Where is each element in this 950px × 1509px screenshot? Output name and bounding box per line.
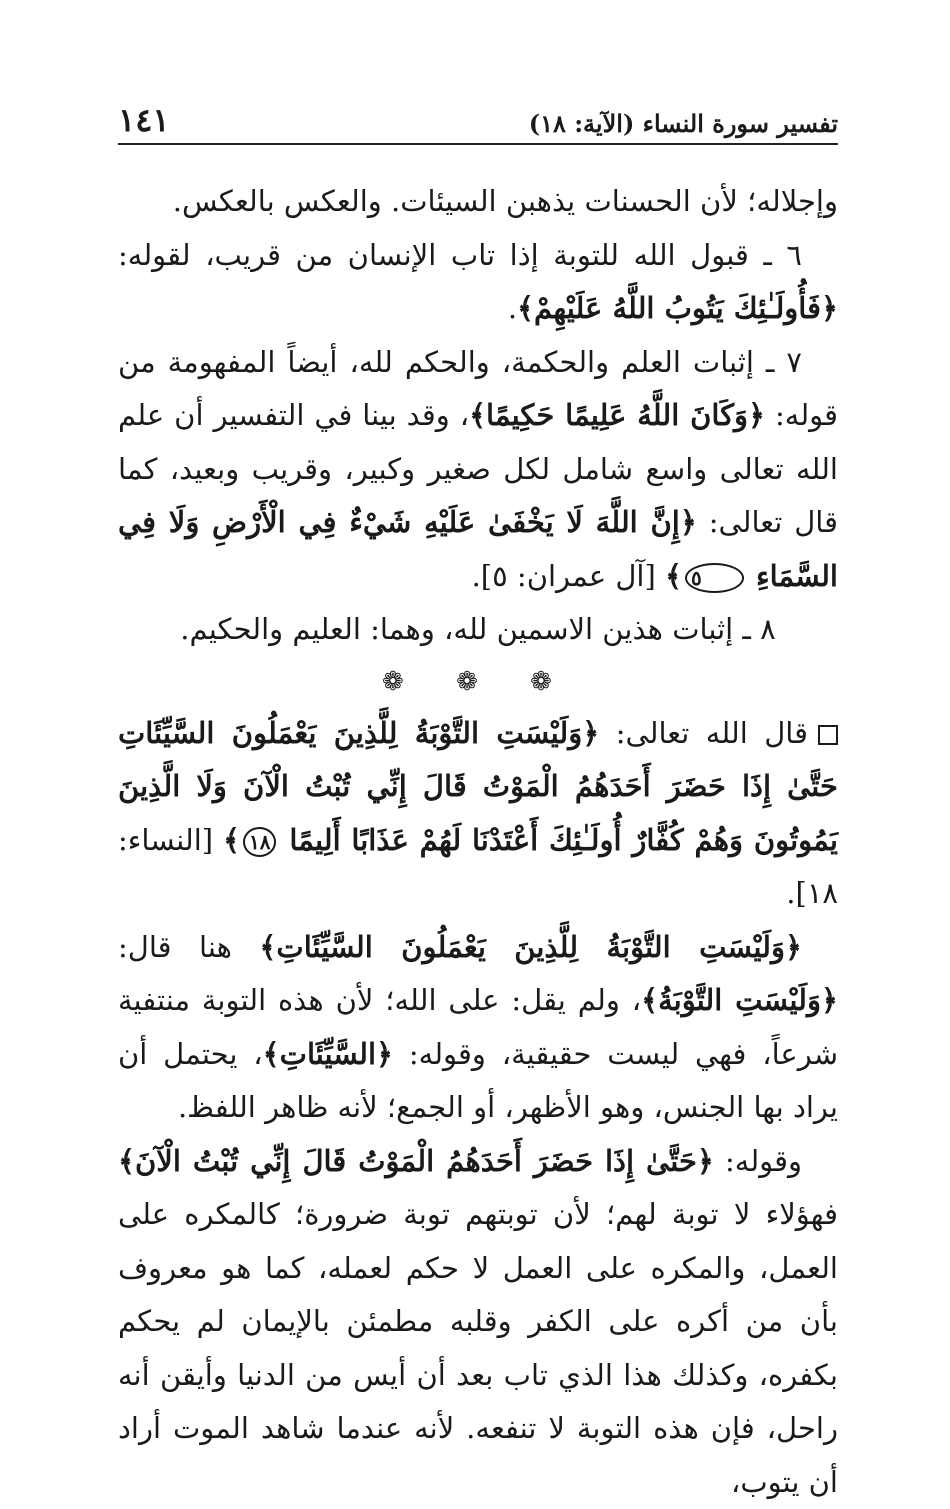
paragraph-3 <box>118 336 838 604</box>
body-text <box>118 175 838 1509</box>
running-header <box>118 95 838 145</box>
quran-quote-5: ﴿وَلَيْسَتِ التَّوْبَةُ﴾ <box>641 983 838 1017</box>
paragraph-6-text-c: ، يحتمل أن يراد بها الجنس، وهو الأظهر، أو الجمع؛ لأنه ظاهر اللفظ. <box>118 1037 838 1125</box>
paragraph-1 <box>118 175 838 229</box>
header-title: تفسير سورة النساء (الآية: ١٨) <box>529 109 838 138</box>
paragraph-7 <box>118 1135 838 1509</box>
paragraph-6-text-a: هنا قال: <box>118 930 232 964</box>
quran-reference: [النساء: ١٨]. <box>118 823 838 911</box>
quran-reference: [آل عمران: ٥]. <box>472 559 656 593</box>
quran-close-bracket: ﴾ <box>223 823 240 857</box>
square-bullet-icon <box>818 725 838 745</box>
ayah-number-marker: ٥ <box>685 563 744 593</box>
paragraph-7-text-a: وقوله: <box>725 1144 802 1178</box>
paragraph-1-text: وإجلاله؛ لأن الحسنات يذهبن السيئات. والعكس بالعكس. <box>173 184 838 218</box>
quran-quote-6: ﴿السَّيِّئَاتِ﴾ <box>263 1037 393 1071</box>
quran-verse-main: ﴿وَلَيْسَتِ التَّوْبَةُ لِلَّذِينَ يَعْمَلُونَ السَّيِّئَاتِ حَتَّىٰ إِذَا حَضَرَ أَحَدَهُمُ الْمَوْتُ قَالَ إِنِّي تُبْتُ الْآنَ وَلَا الَّذِينَ يَمُوتُونَ وَهُمْ كُفَّارٌ أُولَـٰئِكَ أَعْتَدْنَا لَهُمْ عَذَابًا أَلِيمًا <box>118 716 838 857</box>
paragraph-7-text-b: فهؤلاء لا توبة لهم؛ لأن توبتهم توبة ضرورة؛ كالمكره على العمل، والمكره على العمل لا حكم لعمله، كما هو معروف بأن من أكره على الكفر وقلبه مطمئن بالإيمان لم يحكم بكفره، وكذلك هذا الذي تاب بعد أن أيس من الدنيا وأيقن أنه راحل، فإن هذه التوبة لا تنفعه. لأنه عندما شاهد الموت أراد أن يتوب، <box>118 1197 838 1499</box>
quran-quote-7: ﴿حَتَّىٰ إِذَا حَضَرَ أَحَدَهُمُ الْمَوْتُ قَالَ إِنِّي تُبْتُ الْآنَ﴾ <box>118 1144 714 1178</box>
paragraph-5 <box>118 707 838 921</box>
quran-close-bracket: ﴾ <box>665 559 682 593</box>
paragraph-6 <box>118 921 838 1135</box>
paragraph-3-text-a: ٧ ـ إثبات العلم والحكمة، والحكم لله، أيضاً المفهومة من قوله: <box>118 345 838 433</box>
book-page <box>118 95 838 1345</box>
page-number: ١٤١ <box>118 101 170 139</box>
paragraph-4 <box>118 603 838 657</box>
paragraph-6-text-b: ، ولم يقل: على الله؛ لأن هذه التوبة منتفية شرعاً، فهي ليست حقيقية، وقوله: <box>118 983 838 1071</box>
ayah-number-marker: ١٨ <box>243 827 276 857</box>
quran-quote-2: ﴿وَكَانَ اللَّهُ عَلِيمًا حَكِيمًا﴾ <box>469 398 765 432</box>
paragraph-2-text: ٦ ـ قبول الله للتوبة إذا تاب الإنسان من قريب، لقوله: <box>118 238 802 272</box>
quran-quote-1: ﴿فَأُولَـٰئِكَ يَتُوبُ اللَّهُ عَلَيْهِمْ﴾ <box>517 291 838 325</box>
paragraph-3-text-b: ، وقد بينا في التفسير أن علم الله تعالى واسع شامل لكل صغير وكبير، وقريب وبعيد، كما قال تعالى: <box>118 398 838 539</box>
paragraph-2-end: . <box>508 291 517 325</box>
paragraph-4-text: ٨ ـ إثبات هذين الاسمين لله، وهما: العليم والحكيم. <box>180 612 775 646</box>
paragraph-2 <box>118 229 838 336</box>
quran-quote-3: ﴿إِنَّ اللَّهَ لَا يَخْفَىٰ عَلَيْهِ شَيْءٌ فِي الْأَرْضِ وَلَا فِي السَّمَاءِ <box>118 505 838 593</box>
paragraph-5-text: قال الله تعالى: <box>616 716 808 750</box>
section-separator: ❁ ❁ ❁ <box>118 657 838 707</box>
quran-quote-4: ﴿وَلَيْسَتِ التَّوْبَةُ لِلَّذِينَ يَعْمَلُونَ السَّيِّئَاتِ﴾ <box>259 930 802 964</box>
